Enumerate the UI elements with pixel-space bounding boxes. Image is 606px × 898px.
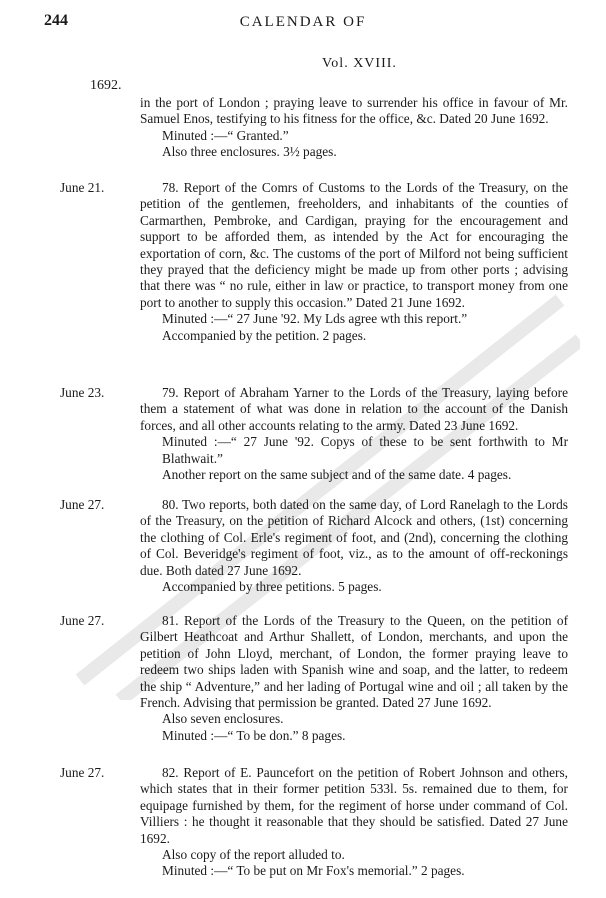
entry-note: Also three enclosures. 3½ pages. xyxy=(162,144,337,160)
entry-note: Minuted :—“ To be don.” 8 pages. xyxy=(162,727,346,743)
entry-note: Also copy of the report alluded to. xyxy=(162,847,345,863)
entry-date: June 27. xyxy=(60,613,105,628)
entry-note: Also seven enclosures. xyxy=(162,711,284,727)
entry-81 xyxy=(140,613,568,744)
entry-date: June 21. xyxy=(60,180,105,195)
year-label: 1692. xyxy=(90,78,122,93)
entry-82 xyxy=(140,765,568,880)
entry-note: Minuted :—“ 27 June '92. Copys of these to be sent forthwith to Mr Blathwait.” xyxy=(162,434,568,466)
entry-note: Minuted :—“ 27 June '92. My Lds agree wth this report.” xyxy=(162,311,468,327)
entry-79 xyxy=(140,385,568,483)
entry-note: Accompanied by three petitions. 5 pages. xyxy=(162,579,382,595)
page-number: 244 xyxy=(44,12,68,29)
entry-text: 81. Report of the Lords of the Treasury to the Queen, on the petition of Gilbert Heathcoat and Arthur Shallett, of London, merchants, and upon the petition of John Lloyd, merchant, of London, the former praying leave to redeem two ships laden with Spanish wine and soap, and the latter, to redeem the ship “ Adventure,” and her lading of Portugal wine and oil ; all taken by the French. Advising that permission be granted. Dated 27 June 1692. xyxy=(140,613,568,711)
entry-text: 78. Report of the Comrs of Customs to the Lords of the Treasury, on the petition of the gentlemen, freeholders, and inhabitants of the counties of Carmarthen, Pembroke, and Cardigan, praying for the encouragement and support to be afforded them, as intended by the Act for encouraging the exportation of corn, &c. The customs of the port of Milford not being sufficient they prayed that the deficiency might be made up from other ports ; advising that there was “ no rule, either in law or practice, to transport money from one port to another to supply this occasion.” Dated 21 June 1692. xyxy=(140,180,568,310)
entry-78 xyxy=(140,180,568,344)
volume-label: Vol. XVIII. xyxy=(322,56,397,71)
entry-text: 82. Report of E. Pauncefort on the petition of Robert Johnson and others, which states that in their former petition 533l. 5s. remained due to them, for equipage furnished by them, for the regiment of horse under command of Col. Villiers : he thought it reasonable that they should be satisfied. Dated 27 June 1692. xyxy=(140,765,568,846)
entry-date: June 27. xyxy=(60,765,105,780)
entry-text: 80. Two reports, both dated on the same day, of Lord Ranelagh to the Lords of the Treasury, on the petition of Richard Alcock and others, (1st) concerning the clothing of Col. Erle's regiment of foot, and (2nd), concerning the clothing of Col. Beveridge's regiment of foot, viz., as to the amount of off-reckonings due. Both dated 27 June 1692. xyxy=(140,497,568,578)
entry-note: Accompanied by the petition. 2 pages. xyxy=(162,327,367,343)
entry-note: Minuted :—“ To be put on Mr Fox's memorial.” 2 pages. xyxy=(162,863,465,879)
entry-text: 79. Report of Abraham Yarner to the Lords of the Treasury, laying before them a statement of what was done in relation to the account of the Danish forces, and all other accounts relating to the army. Dated 23 June 1692. xyxy=(140,385,568,433)
entry-date: June 23. xyxy=(60,385,105,400)
entry-80 xyxy=(140,497,568,595)
entry-text: in the port of London ; praying leave to surrender his office in favour of Mr. Samuel Enos, testifying to his fitness for the office, &c. Dated 20 June 1692. xyxy=(140,95,568,127)
entry-continuation xyxy=(140,95,568,161)
entry-date: June 27. xyxy=(60,497,105,512)
running-title: CALENDAR OF xyxy=(239,14,367,30)
entry-note: Another report on the same subject and of the same date. 4 pages. xyxy=(162,467,512,483)
entry-note: Minuted :—“ Granted.” xyxy=(162,127,289,143)
